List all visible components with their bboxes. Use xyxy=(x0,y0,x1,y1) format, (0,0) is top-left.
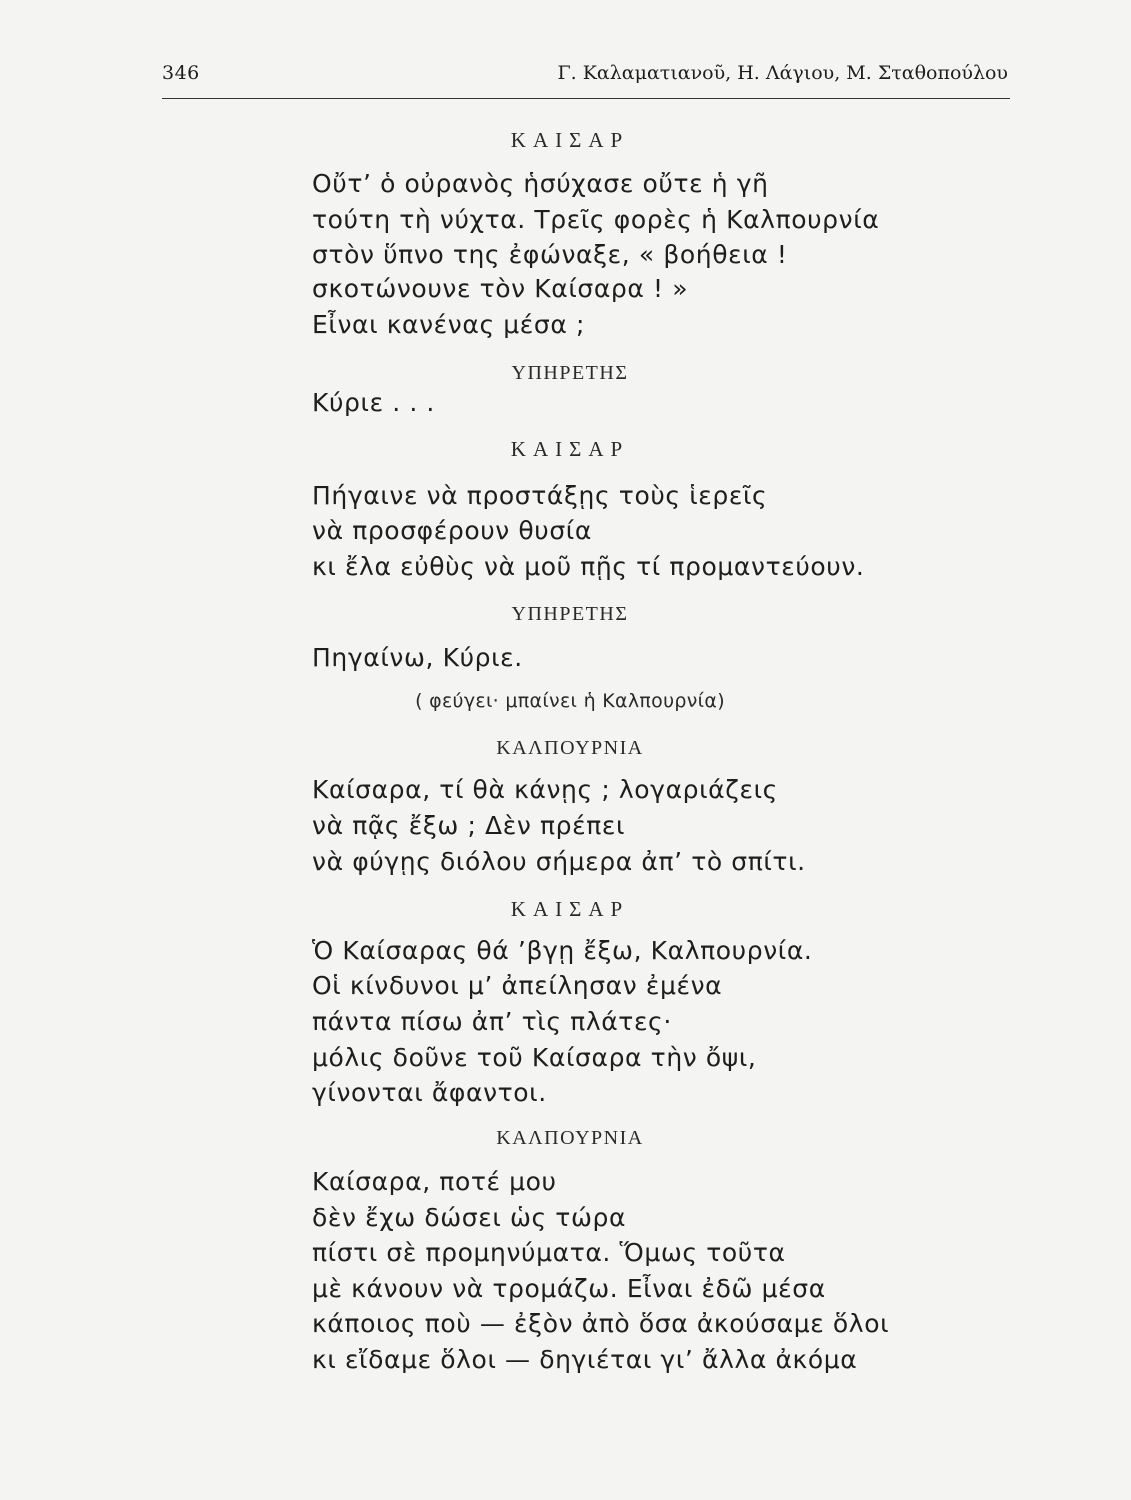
verse-line: πάντα πίσω ἀπ’ τὶς πλάτες· xyxy=(312,1007,672,1036)
verse-line: δὲν ἔχω δώσει ὡς τώρα xyxy=(312,1203,627,1232)
verse-line: Πηγαίνω, Κύριε. xyxy=(312,643,523,672)
verse-line: πίστι σὲ προμηνύματα. Ὅμως τοῦτα xyxy=(312,1238,786,1267)
verse-line: Κύριε . . . xyxy=(312,388,435,417)
verse-line: νὰ πᾷς ἔξω ; Δὲν πρέπει xyxy=(312,811,626,840)
verse-line: νὰ φύγῃς διόλου σήμερα ἀπ’ τὸ σπίτι. xyxy=(312,847,806,876)
verse-line: Οὔτ’ ὁ οὐρανὸς ἡσύχασε οὔτε ἡ γῆ xyxy=(312,169,769,198)
verse-line: Οἱ κίνδυνοι μ’ ἀπείλησαν ἐμένα xyxy=(312,971,723,1000)
verse-line: γίνονται ἄφαντοι. xyxy=(312,1078,547,1107)
verse-line: κι ἔλα εὐθὺς νὰ μοῦ πῇς τί προμαντεύουν. xyxy=(312,552,865,581)
verse-line: Εἶναι κανένας μέσα ; xyxy=(312,310,585,339)
speaker-heading: ΥΠΗΡΕΤΗΣ xyxy=(511,362,629,384)
page-number: 346 xyxy=(162,62,200,84)
verse-line: μὲ κάνουν νὰ τρομάζω. Εἶναι ἐδῶ μέσα xyxy=(312,1274,826,1303)
verse-line: κι εἴδαμε ὅλοι — δηγιέται γι’ ἄλλα ἀκόμα xyxy=(312,1345,858,1374)
verse-line: Καίσαρα, ποτέ μου xyxy=(312,1167,557,1196)
speaker-heading: ΥΠΗΡΕΤΗΣ xyxy=(511,603,629,625)
verse-line: τούτη τὴ νύχτα. Τρεῖς φορὲς ἡ Καλπουρνία xyxy=(312,205,880,234)
stage-direction: ( φεύγει· μπαίνει ἡ Καλπουρνία) xyxy=(415,690,725,712)
speaker-heading: ΚΑΛΠΟΥΡΝΙΑ xyxy=(496,737,644,759)
speaker-heading: ΚΑΙΣΑΡ xyxy=(510,128,630,152)
verse-line: στὸν ὕπνο της ἐφώναξε, « βοήθεια ! xyxy=(312,240,788,269)
page-header xyxy=(162,58,1010,99)
speaker-heading: ΚΑΙΣΑΡ xyxy=(510,437,630,461)
verse-line: Καίσαρα, τί θὰ κάνῃς ; λογαριάζεις xyxy=(312,775,778,804)
verse-line: μόλις δοῦνε τοῦ Καίσαρα τὴν ὄψι, xyxy=(312,1043,757,1072)
verse-line: κάποιος ποὺ — ἐξὸν ἀπὸ ὅσα ἀκούσαμε ὅλοι xyxy=(312,1309,890,1338)
speaker-heading: ΚΑΛΠΟΥΡΝΙΑ xyxy=(496,1127,644,1149)
verse-line: Πήγαινε νὰ προστάξῃς τοὺς ἱερεῖς xyxy=(312,481,768,510)
running-head: Γ. Καλαματιανοῦ, Η. Λάγιου, Μ. Σταθοπούλου xyxy=(557,62,1008,84)
verse-line: σκοτώνουνε τὸν Καίσαρα ! » xyxy=(312,274,689,303)
verse-line: Ὁ Καίσαρας θά ’βγῃ ἔξω, Καλπουρνία. xyxy=(312,936,813,965)
verse-line: νὰ προσφέρουν θυσία xyxy=(312,516,592,545)
speaker-heading: ΚΑΙΣΑΡ xyxy=(510,897,630,921)
